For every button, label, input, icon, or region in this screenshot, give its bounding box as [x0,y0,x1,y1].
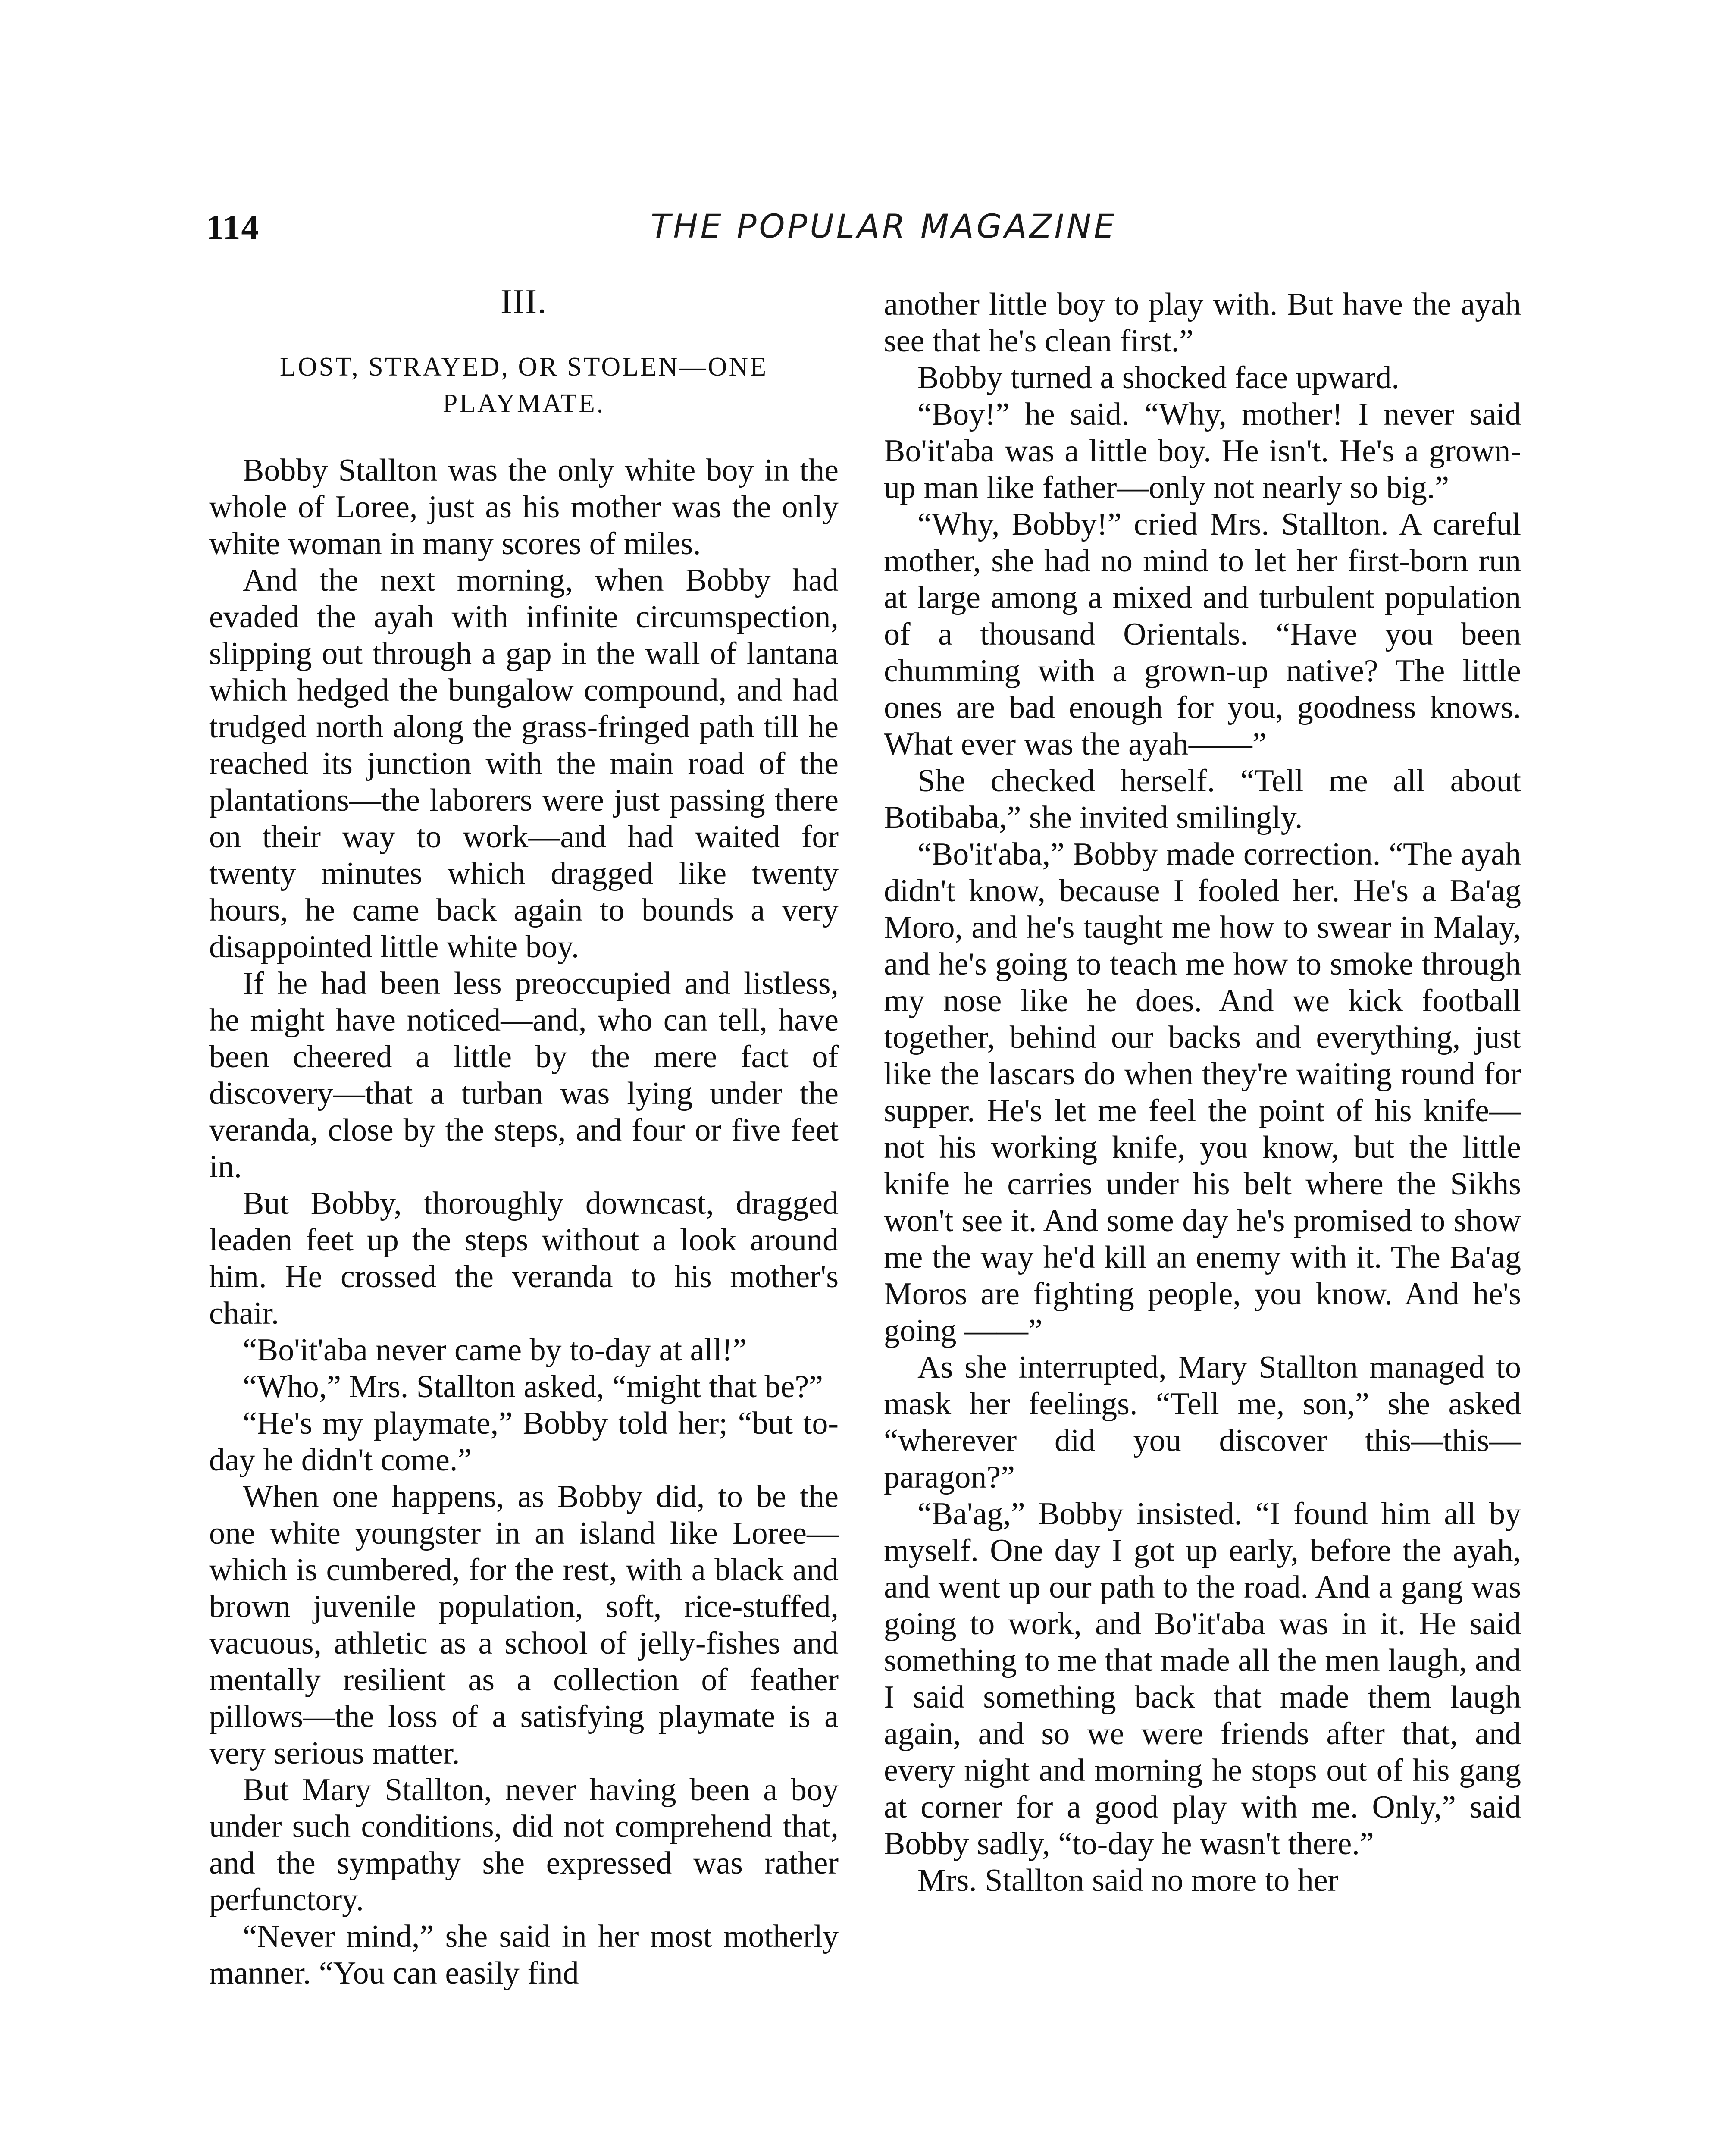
paragraph: And the next morning, when Bobby had evaded the ayah with infinite circumspection, slipping out through a gap in the wall of lantana which hedged the bungalow compound, and had trudged north along the grass-fringed path till he reached its junction with the main road of the plantations—the laborers were just passing there on their way to work—and had waited for twenty minutes which dragged like twenty hours, he came back again to bounds a very disappointed little white boy. [209,563,839,965]
paragraph: “He's my playmate,” Bobby told her; “but to-day he didn't come.” [209,1406,839,1478]
paragraph: When one happens, as Bobby did, to be the one white youngster in an island like Loree—which is cumbered, for the rest, with a black and brown juvenile population, soft, rice-stuffed, vacuous, athletic as a school of jelly-fishes and mentally resilient as a collection of feather pillows—the loss of a satisfying playmate is a very serious matter. [209,1479,839,1771]
paragraph: “Boy!” he said. “Why, mother! I never said Bo'it'aba was a little boy. He isn't. He's a grown-up man like father—only not nearly so big.” [884,397,1521,505]
paragraph: “Who,” Mrs. Stallton asked, “might that be?” [243,1369,823,1404]
paragraph: “Bo'it'aba never came by to-day at all!” [243,1332,747,1368]
paragraph: But Mary Stallton, never having been a boy under such conditions, did not comprehend that, and the sympathy she expressed was rather perfunctory. [209,1772,839,1918]
right-column [884,286,1521,1899]
paragraph: Bobby turned a shocked face upward. [917,360,1399,395]
chapter-number: III. [501,283,547,321]
page-number: 114 [206,207,260,247]
running-head: THE POPULAR MAGAZINE [651,207,1117,245]
chapter-title: LOST, STRAYED, OR STOLEN—ONE PLAYMATE. [279,352,768,418]
paragraph: “Bo'it'aba,” Bobby made correction. “The ayah didn't know, because I fooled her. He's a Ba'ag Moro, and he's taught me how to swear in Malay, and he's going to teach me how to smoke through my nose like he does. And we kick football together, behind our backs and everything, just like the lascars do when they're waiting round for supper. He's let me feel the point of his knife—not his working knife, you know, but the little knife he carries under his belt where the Sikhs won't see it. And some day he's promised to show me the way he'd kill an enemy with it. The Ba'ag Moros are fighting people, you know. And he's going ——” [884,837,1521,1348]
paragraph: “Ba'ag,” Bobby insisted. “I found him all by myself. One day I got up early, before the ayah, and went up our path to the road. And a gang was going to work, and Bo'it'aba was in it. He said something to me that made all the men laugh, and I said something back that made them laugh again, and so we were friends after that, and every night and morning he stops out of his gang at corner for a good play with me. Only,” said Bobby sadly, “to-day he wasn't there.” [884,1496,1521,1861]
paragraph: Bobby Stallton was the only white boy in the whole of Loree, just as his mother was the only white woman in many scores of miles. [209,453,839,561]
paragraph-continuation: another little boy to play with. But have the ayah see that he's clean first.” [884,287,1521,359]
paragraph: Mrs. Stallton said no more to her [917,1863,1339,1898]
paragraph: But Bobby, thoroughly downcast, dragged leaden feet up the steps without a look around him. He crossed the veranda to his mother's chair. [209,1186,839,1331]
paragraph: “Never mind,” she said in her most motherly manner. “You can easily find [209,1919,839,1991]
paragraph: As she interrupted, Mary Stallton managed to mask her feelings. “Tell me, son,” she asked “wherever did you discover this—this—paragon?” [884,1350,1521,1495]
paragraph: If he had been less preoccupied and listless, he might have noticed—and, who can tell, have been cheered a little by the mere fact of discovery—that a turban was lying under the veranda, close by the steps, and four or five feet in. [209,966,839,1185]
left-column [209,284,839,1992]
paragraph: “Why, Bobby!” cried Mrs. Stallton. A careful mother, she had no mind to let her first-born run at large among a mixed and turbulent population of a thousand Orientals. “Have you been chumming with a grown-up native? The little ones are bad enough for you, goodness knows. What ever was the ayah——” [884,507,1521,762]
paragraph: She checked herself. “Tell me all about Botibaba,” she invited smilingly. [884,763,1521,835]
